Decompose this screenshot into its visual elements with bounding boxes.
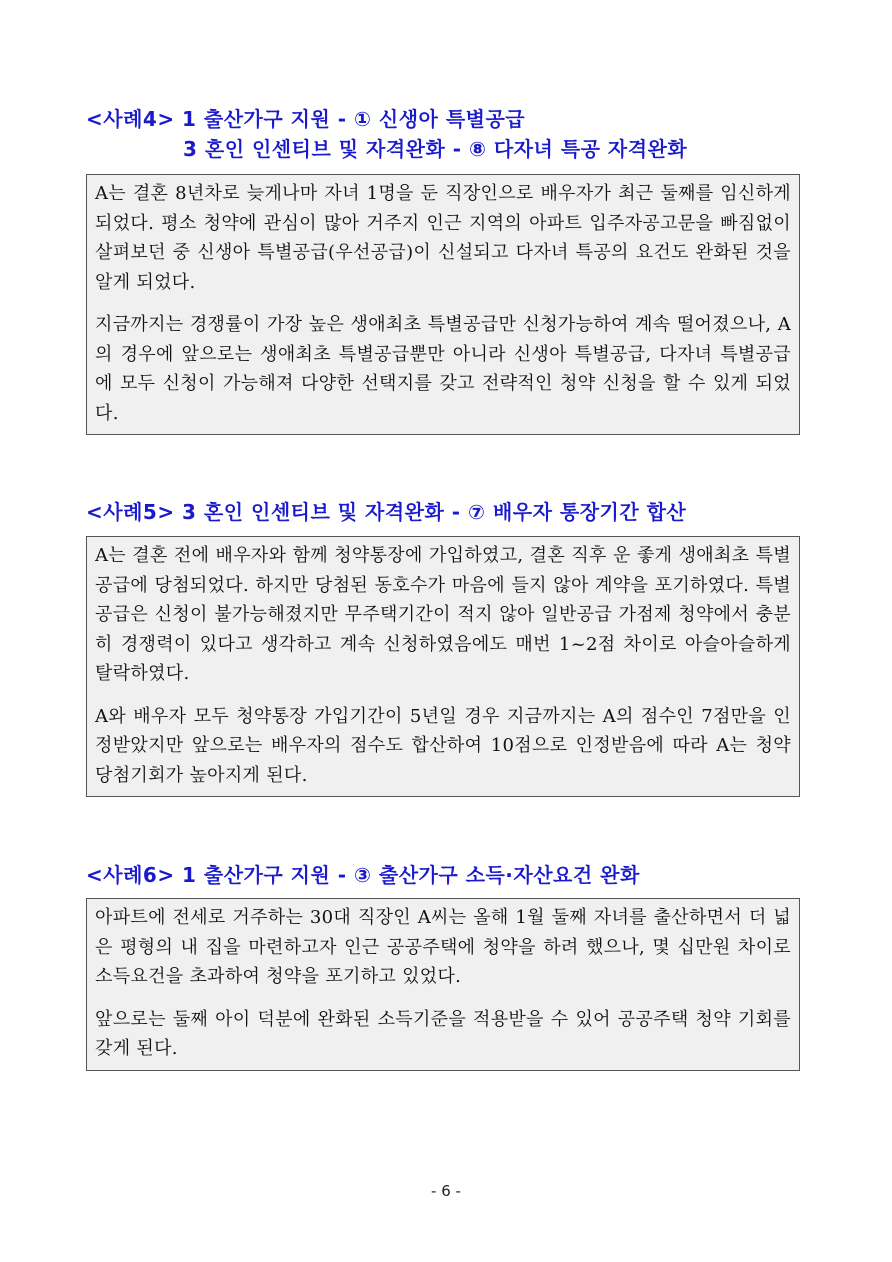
case6-heading-line1: <사례6> 1 출산가구 지원 - ③ 출산가구 소득·자산요건 완화 xyxy=(86,863,640,887)
case5-box xyxy=(86,536,800,797)
case4-paragraph-1: A는 결혼 8년차로 늦게나마 자녀 1명을 둔 직장인으로 배우자가 최근 둘째를 임신하게 되었다. 평소 청약에 관심이 많아 거주지 인근 지역의 아파트 입주자공고문을 빠짐없이 살펴보던 중 신생아 특별공급(우선공급)이 신설되고 다자녀 특공의 요건도 완화된 것을 알게 되었다. xyxy=(95,183,791,293)
case4-box xyxy=(86,174,800,435)
case5-heading xyxy=(86,497,686,527)
case5-heading-line1: <사례5> 3 혼인 인센티브 및 자격완화 - ⑦ 배우자 통장기간 합산 xyxy=(86,500,687,524)
case6-heading xyxy=(86,860,640,890)
case4-heading xyxy=(86,104,687,164)
page-number: - 6 - xyxy=(431,1182,461,1200)
case5-paragraph-2: A와 배우자 모두 청약통장 가입기간이 5년일 경우 지금까지는 A의 점수인 7점만을 인정받았지만 앞으로는 배우자의 점수도 합산하여 10점으로 인정받음에 따라 A는 청약 당첨기회가 높아지게 된다. xyxy=(95,705,791,786)
case6-paragraph-1: 아파트에 전세로 거주하는 30대 직장인 A씨는 올해 1월 둘째 자녀를 출산하면서 더 넓은 평형의 내 집을 마련하고자 인근 공공주택에 청약을 하려 했으나, 몇 십만원 차이로 소득요건을 초과하여 청약을 포기하고 있었다. xyxy=(95,907,791,987)
case6-paragraph-2: 앞으로는 둘째 아이 덕분에 완화된 소득기준을 적용받을 수 있어 공공주택 청약 기회를 갖게 된다. xyxy=(95,1008,791,1059)
case4-heading-line1: <사례4> 1 출산가구 지원 - ① 신생아 특별공급 xyxy=(86,107,526,131)
case4-paragraph-2: 지금까지는 경쟁률이 가장 높은 생애최초 특별공급만 신청가능하여 계속 떨어졌으나, A의 경우에 앞으로는 생애최초 특별공급뿐만 아니라 신생아 특별공급, 다자녀 특별공급에 모두 신청이 가능해져 다양한 선택지를 갖고 전략적인 청약 신청을 할 수 있게 되었다. xyxy=(95,314,791,424)
case6-box xyxy=(86,898,800,1071)
case5-paragraph-1: A는 결혼 전에 배우자와 함께 청약통장에 가입하였고, 결혼 직후 운 좋게 생애최초 특별공급에 당첨되었다. 하지만 당첨된 동호수가 마음에 들지 않아 계약을 포기하였다. 특별공급은 신청이 불가능해졌지만 무주택기간이 적지 않아 일반공급 가점제 청약에서 충분히 경쟁력이 있다고 생각하고 계속 신청하였음에도 매번 1~2점 차이로 아슬아슬하게 탈락하였다. xyxy=(95,545,791,684)
case4-heading-line2: 3 혼인 인센티브 및 자격완화 - ⑧ 다자녀 특공 자격완화 xyxy=(183,137,688,161)
